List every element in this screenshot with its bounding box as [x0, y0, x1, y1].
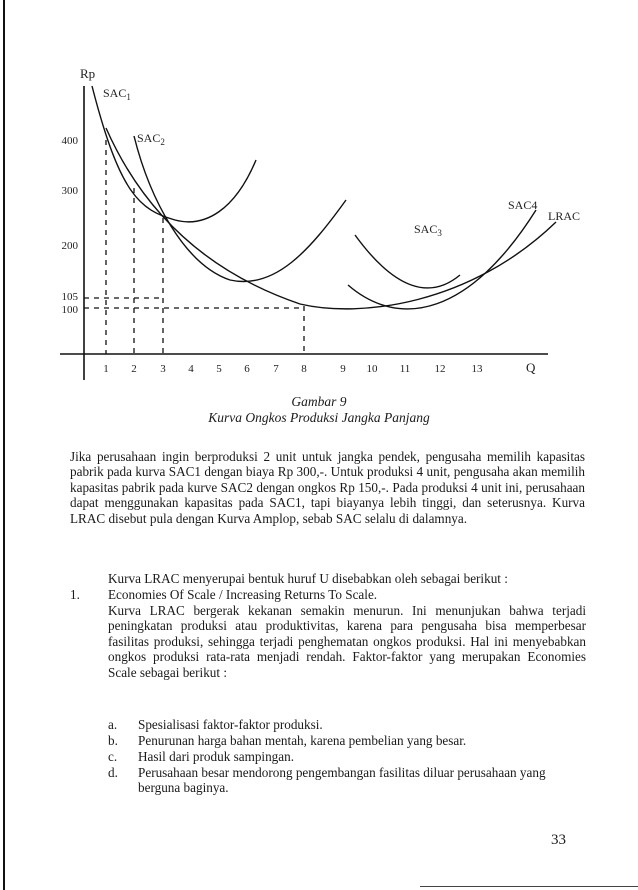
sac1-label: $SAC_1$: [103, 86, 131, 102]
x-tick-label: 12: [434, 363, 446, 375]
y-tick-label: 105: [61, 291, 78, 303]
x-tick-label: 6: [244, 363, 250, 375]
sac4-label: SAC4: [508, 198, 538, 212]
x-tick-label: 7: [273, 363, 279, 375]
list-item-text: Spesialisasi faktor-faktor produksi.: [138, 717, 323, 732]
cost-curve-figure: [0, 0, 638, 390]
x-tick-label: 9: [340, 363, 346, 375]
x-tick-label: 4: [188, 363, 194, 375]
figure-caption-title: Kurva Ongkos Produksi Jangka Panjang: [208, 410, 430, 425]
body-paragraph: Jika perusahaan ingin berproduksi 2 unit untuk jangka pendek, pengusaha memilih kapasitas pabrik pada kurva SAC1 dengan biaya Rp 300,-. Untuk produksi 4 unit, pengusaha akan memilih kapasitas pabrik pada kurve SAC2 dengan ongkos Rp 150,-. Pada produksi 4 unit ini, perusahaan dapat menggunakan kapasitas pada SAC1, tapi biayanya lebih tinggi, dan seterusnya. Kurva LRAC disebut pula dengan Kurva Amplop, sebab SAC selalu di dalamnya.: [70, 449, 585, 526]
page-bottom-line: [420, 886, 638, 887]
x-tick-label: 8: [301, 363, 307, 375]
x-tick-label: 2: [131, 363, 137, 375]
section-intro: Kurva LRAC menyerupai bentuk huruf U disebabkan oleh sebagai berikut :: [108, 571, 508, 586]
list-item-letter: a.: [108, 717, 118, 732]
item-paragraph: Kurva LRAC bergerak kekanan semakin menurun. Ini menunjukan bahwa terjadi peningkatan produksi atau produktivitas, karena para pengusaha bisa memperbesar fasilitas produksi, sehingga terjadi penghematan ongkos produksi. Hal ini menyebabkan ongkos produksi rata-rata menjadi rendah. Faktor-faktor yang merupakan Economies Scale sebagai berikut :: [108, 603, 586, 680]
x-axis-label: Q: [526, 360, 536, 375]
x-tick-label: 1: [103, 363, 109, 375]
y-tick-label: 400: [61, 135, 78, 147]
y-tick-label: 200: [61, 240, 78, 252]
y-axis-label: Rp: [80, 66, 96, 81]
sac3-label: $SAC_3$: [414, 222, 442, 238]
sac1-curve: [92, 86, 256, 222]
sac3-curve: [355, 235, 460, 288]
y-tick-label: 300: [61, 185, 78, 197]
lrac-curve: [106, 128, 556, 309]
sac2-label: $SAC_2$: [137, 131, 165, 147]
sac2-curve: [134, 136, 346, 282]
item-heading: Economies Of Scale / Increasing Returns To Scale.: [108, 587, 378, 602]
x-tick-label: 3: [160, 363, 166, 375]
page-number: 33: [551, 832, 566, 848]
list-item-letter: d.: [108, 765, 118, 780]
list-item-text: Penurunan harga bahan mentah, karena pembelian yang besar.: [138, 733, 467, 748]
list-item-letter: b.: [108, 733, 118, 748]
item-number: 1.: [70, 587, 80, 602]
x-tick-label: 5: [216, 363, 222, 375]
x-tick-label: 13: [471, 363, 483, 375]
list-item-text: Hasil dari produk sampingan.: [138, 749, 295, 764]
y-tick-label: 100: [61, 304, 78, 316]
list-item-text: Perusahaan besar mendorong pengembangan fasilitas diluar perusahaan yang berguna baginya.: [138, 765, 546, 796]
sac4-curve: [348, 210, 536, 309]
list-item-letter: c.: [108, 749, 118, 764]
x-tick-label: 11: [399, 363, 411, 375]
x-tick-label: 10: [366, 363, 378, 375]
figure-caption-number: Gambar 9: [291, 394, 347, 409]
lrac-label: LRAC: [548, 209, 581, 223]
